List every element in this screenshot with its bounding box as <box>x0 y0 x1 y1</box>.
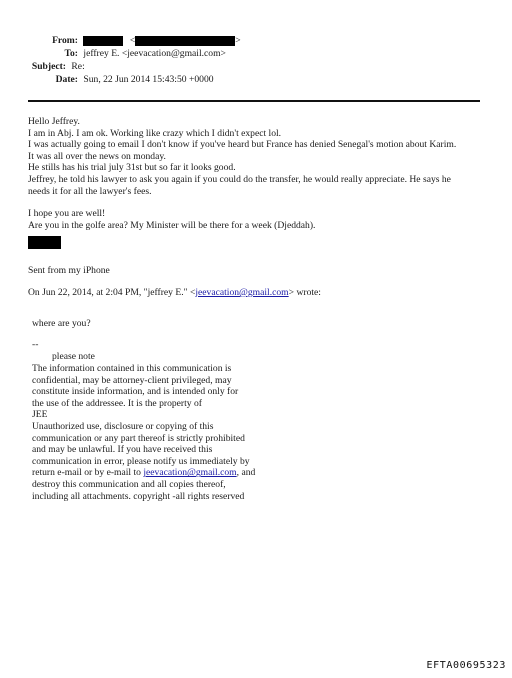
subject-value: Re: <box>71 61 85 72</box>
disclaimer-line: The information contained in this communication is <box>32 363 232 374</box>
quoted-disclaimer <box>32 363 332 502</box>
sent-from-line: Sent from my iPhone <box>28 265 110 276</box>
disclaimer-line: communication in error, please notify us immediately by <box>32 455 250 467</box>
to-label: To: <box>64 48 78 59</box>
subject-label: Subject: <box>31 61 66 72</box>
to-value: jeffrey E. <jeevacation@gmail.com> <box>83 48 226 59</box>
date-value: Sun, 22 Jun 2014 15:43:50 +0000 <box>83 74 214 85</box>
disclaimer-line: destroy this communication and all copies thereof, <box>32 478 226 490</box>
body-line: I hope you are well! <box>28 208 106 219</box>
from-row <box>30 35 241 46</box>
from-gt: > <box>235 35 241 46</box>
redacted-sender-name <box>83 36 123 46</box>
body-line: Hello Jeffrey. <box>28 116 80 127</box>
quoted-question: where are you? <box>32 318 91 329</box>
date-label: Date: <box>55 74 78 85</box>
quoted-please-note: please note <box>52 351 95 362</box>
quoted-separator: -- <box>32 339 39 350</box>
disclaimer-line: JEE <box>32 409 48 421</box>
from-lt: < <box>129 35 136 46</box>
quote-intro-email-link[interactable]: jeevacation@gmail.com <box>195 287 289 298</box>
disclaimer-email-link[interactable]: jeevacation@gmail.com <box>143 467 237 479</box>
body-line: It was all over the news on monday. <box>28 150 166 162</box>
document-id: EFTA00695323 <box>426 660 506 672</box>
disclaimer-line: confidential, may be attorney-client privileged, may <box>32 374 232 386</box>
disclaimer-line: and may be unlawful. If you have received this <box>32 444 213 456</box>
header-divider <box>28 100 480 102</box>
disclaimer-line: communication or any part thereof is strictly prohibited <box>32 432 245 444</box>
message-body-paragraph-2 <box>28 208 488 231</box>
date-row <box>30 74 214 85</box>
body-line: I was actually going to email I don't know if you've heard but France has denied Senegal's motion about Karim. <box>28 139 457 151</box>
subject-row <box>30 61 85 72</box>
body-line: needs it for all the lawyer's fees. <box>28 185 152 197</box>
message-body-paragraph-1 <box>28 116 488 197</box>
from-label: From: <box>52 35 78 46</box>
redacted-signature <box>28 236 61 249</box>
body-line: Jeffrey, he told his lawyer to ask you again if you could do the transfer, he would really appreciate. He says he <box>28 173 451 185</box>
disclaimer-line: constitute inside information, and is intended only for <box>32 386 239 398</box>
disclaimer-line: the use of the addressee. It is the property of <box>32 397 202 409</box>
disclaimer-line: Unauthorized use, disclosure or copying of this <box>32 420 214 432</box>
body-line: He stills has his trial july 31st but so far it looks good. <box>28 162 236 174</box>
body-line: Are you in the golfe area? My Minister will be there for a week (Djeddah). <box>28 219 316 231</box>
disclaimer-line-email: return e-mail or by e-mail to jeevacation@gmail.com, and <box>32 467 256 479</box>
body-line: I am in Abj. I am ok. Working like crazy which I didn't expect lol. <box>28 127 282 139</box>
to-row <box>30 48 226 59</box>
disclaimer-line: including all attachments. copyright -all rights reserved <box>32 490 245 502</box>
quote-intro: On Jun 22, 2014, at 2:04 PM, "jeffrey E." <jeevacation@gmail.com> wrote: <box>28 287 321 298</box>
redacted-sender-email <box>135 36 235 46</box>
